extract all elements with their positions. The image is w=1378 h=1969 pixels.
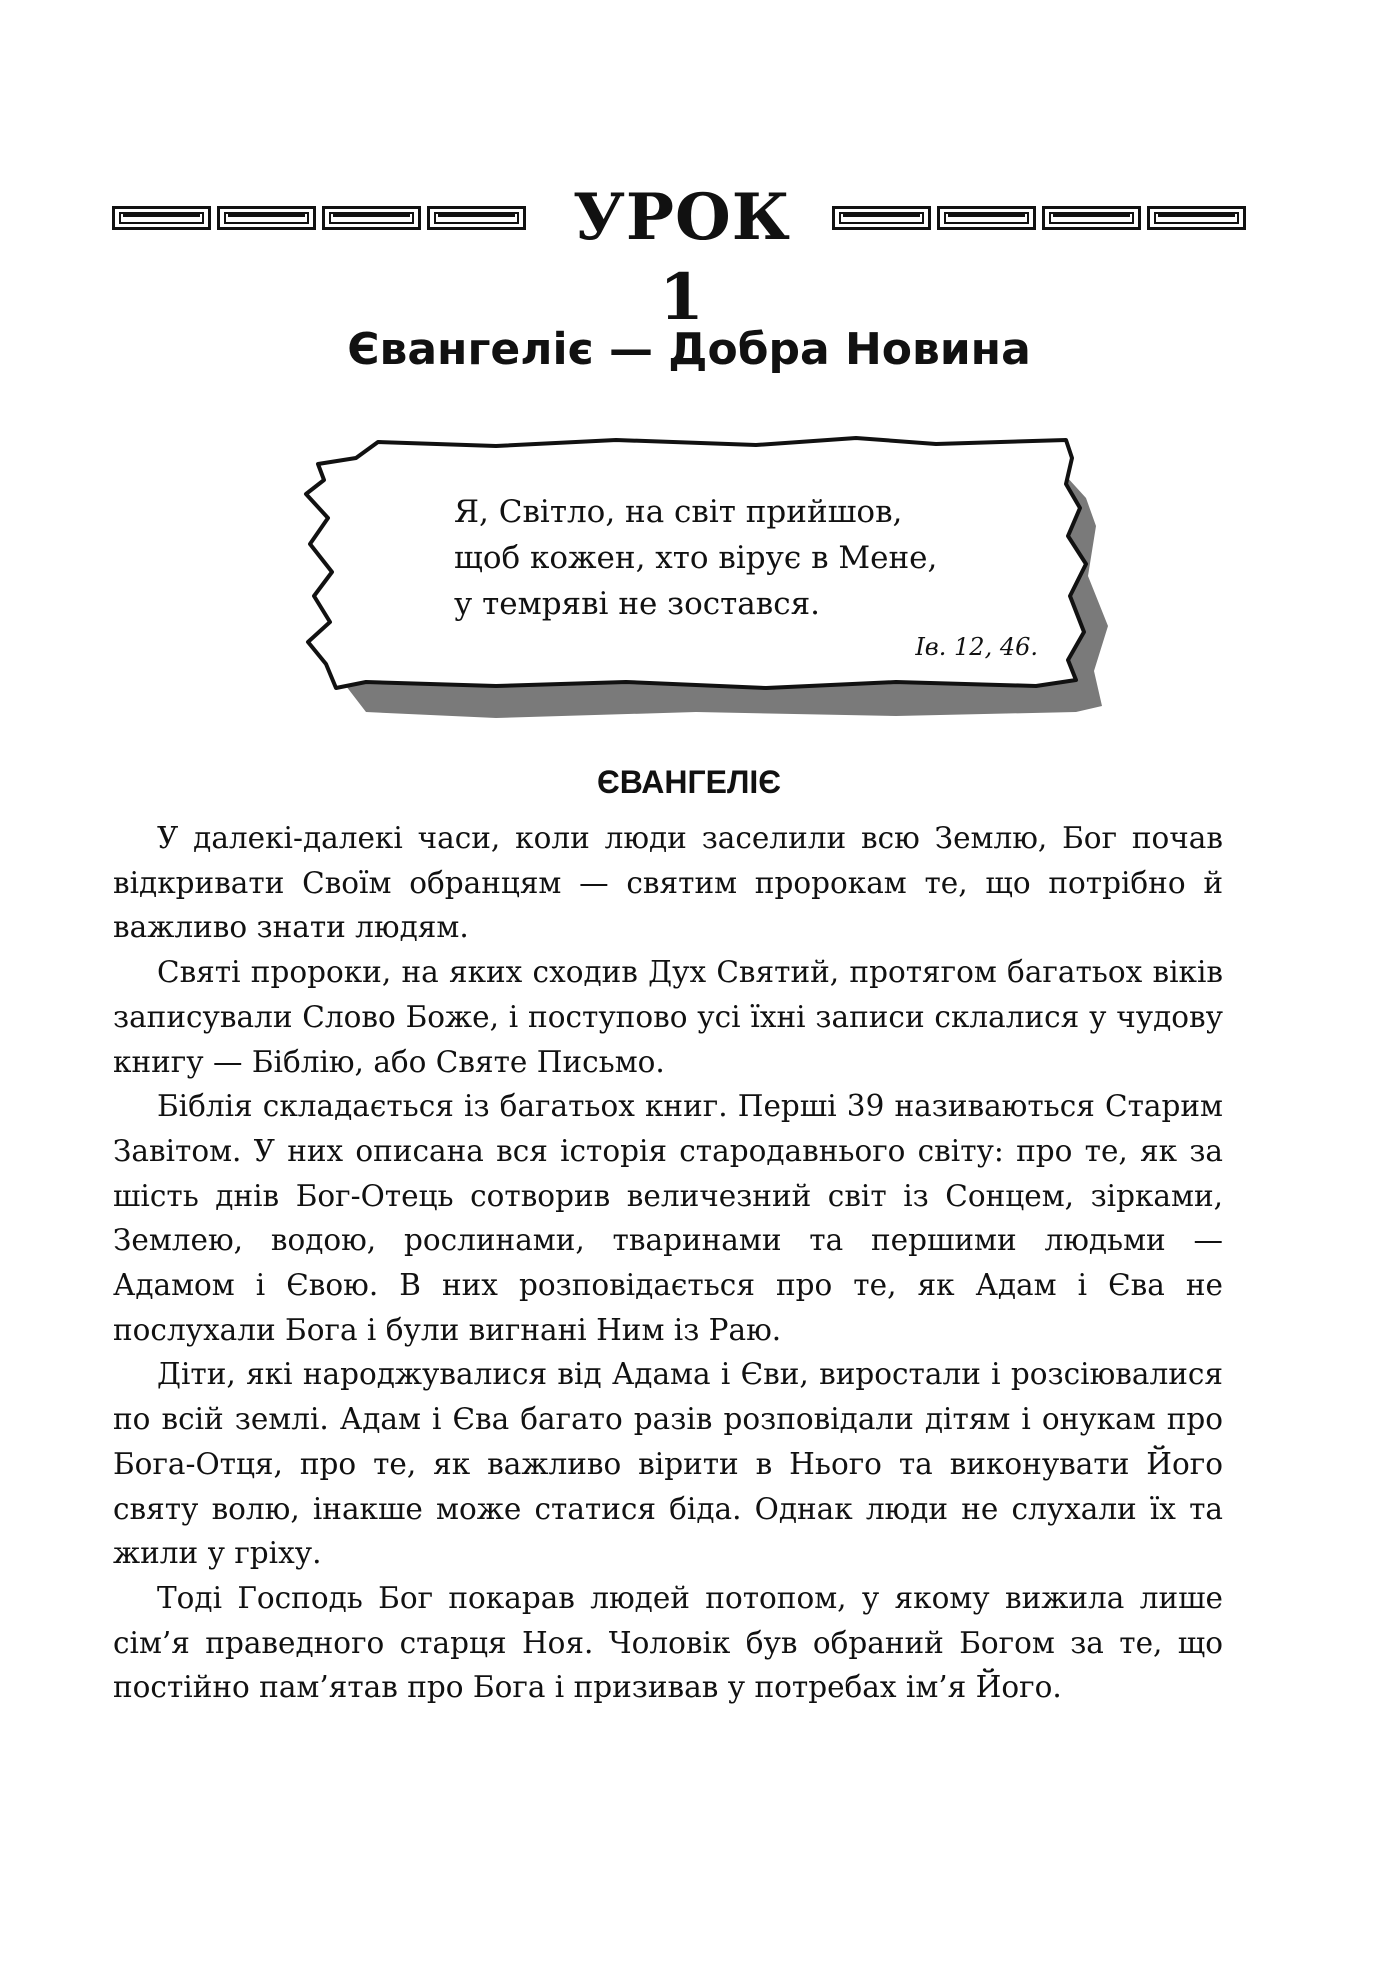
lesson-header [112, 178, 1212, 335]
ornament-segment [937, 206, 1036, 230]
paragraph: Тоді Господь Бог покарав людей потопом, у якому вижила лише сім’я праведного старця Ноя. Чоловік був обраний Богом за те, що постійно пам’ятав про Бога і призивав у потребах ім’я Його. [113, 1580, 1223, 1705]
ornament-segment [427, 206, 526, 230]
lesson-subtitle: Євангеліє — Добра Новина [347, 324, 1031, 375]
ornament-segment [322, 206, 421, 230]
quote-text [454, 489, 937, 627]
body-text [113, 816, 1223, 1710]
quote-line: щоб кожен, хто вірує в Мене, [454, 540, 938, 576]
scripture-quote-box [296, 436, 1116, 736]
quote-reference: Ів. 12, 46. [915, 633, 1038, 661]
paragraph: Біблія складається із багатьох книг. Перші 39 називаються Старим Завітом. У них описана вся історія стародавнього світу: про те, як за шість днів Бог-Отець сотворив величезний світ із Сонцем, зірками, Землею, водою, рослинами, тваринами та першими людьми — Адамом і Євою. В них розповідається про те, як Адам і Єва не послухали Бога і були вигнані Ним із Раю. [113, 1089, 1223, 1347]
paragraph: Святі пророки, на яких сходив Дух Святий, протягом багатьох віків записували Слово Боже, і поступово усі їхні записи склалися у чудову книгу — Біблію, або Святе Письмо. [113, 955, 1223, 1079]
paragraph: Діти, які народжувалися від Адама і Єви, виростали і розсіювалися по всій землі. Адам і Єва багато разів розповідали дітям і онукам про Бога-Отця, про те, як важливо вірити в Нього та виконувати Його святу волю, інакше може статися біда. Однак люди не слухали їх та жили у гріху. [113, 1357, 1223, 1571]
right-greek-key-ornament [832, 206, 1246, 232]
ornament-segment [1147, 206, 1246, 230]
quote-line: у темряві не зостався. [454, 586, 820, 622]
ornament-segment [1042, 206, 1141, 230]
ornament-segment [217, 206, 316, 230]
lesson-title: УРОК 1 [572, 180, 792, 335]
ornament-segment [832, 206, 931, 230]
quote-line: Я, Світло, на світ прийшов, [454, 494, 903, 530]
left-greek-key-ornament [112, 206, 526, 232]
ornament-segment [112, 206, 211, 230]
section-heading: ЄВАНГЕЛІЄ [596, 764, 782, 800]
paragraph: У далекі-далекі часи, коли люди заселили всю Землю, Бог почав відкривати Своїм обранцям — святим пророкам те, що потрібно й важливо знати людям. [113, 821, 1223, 945]
